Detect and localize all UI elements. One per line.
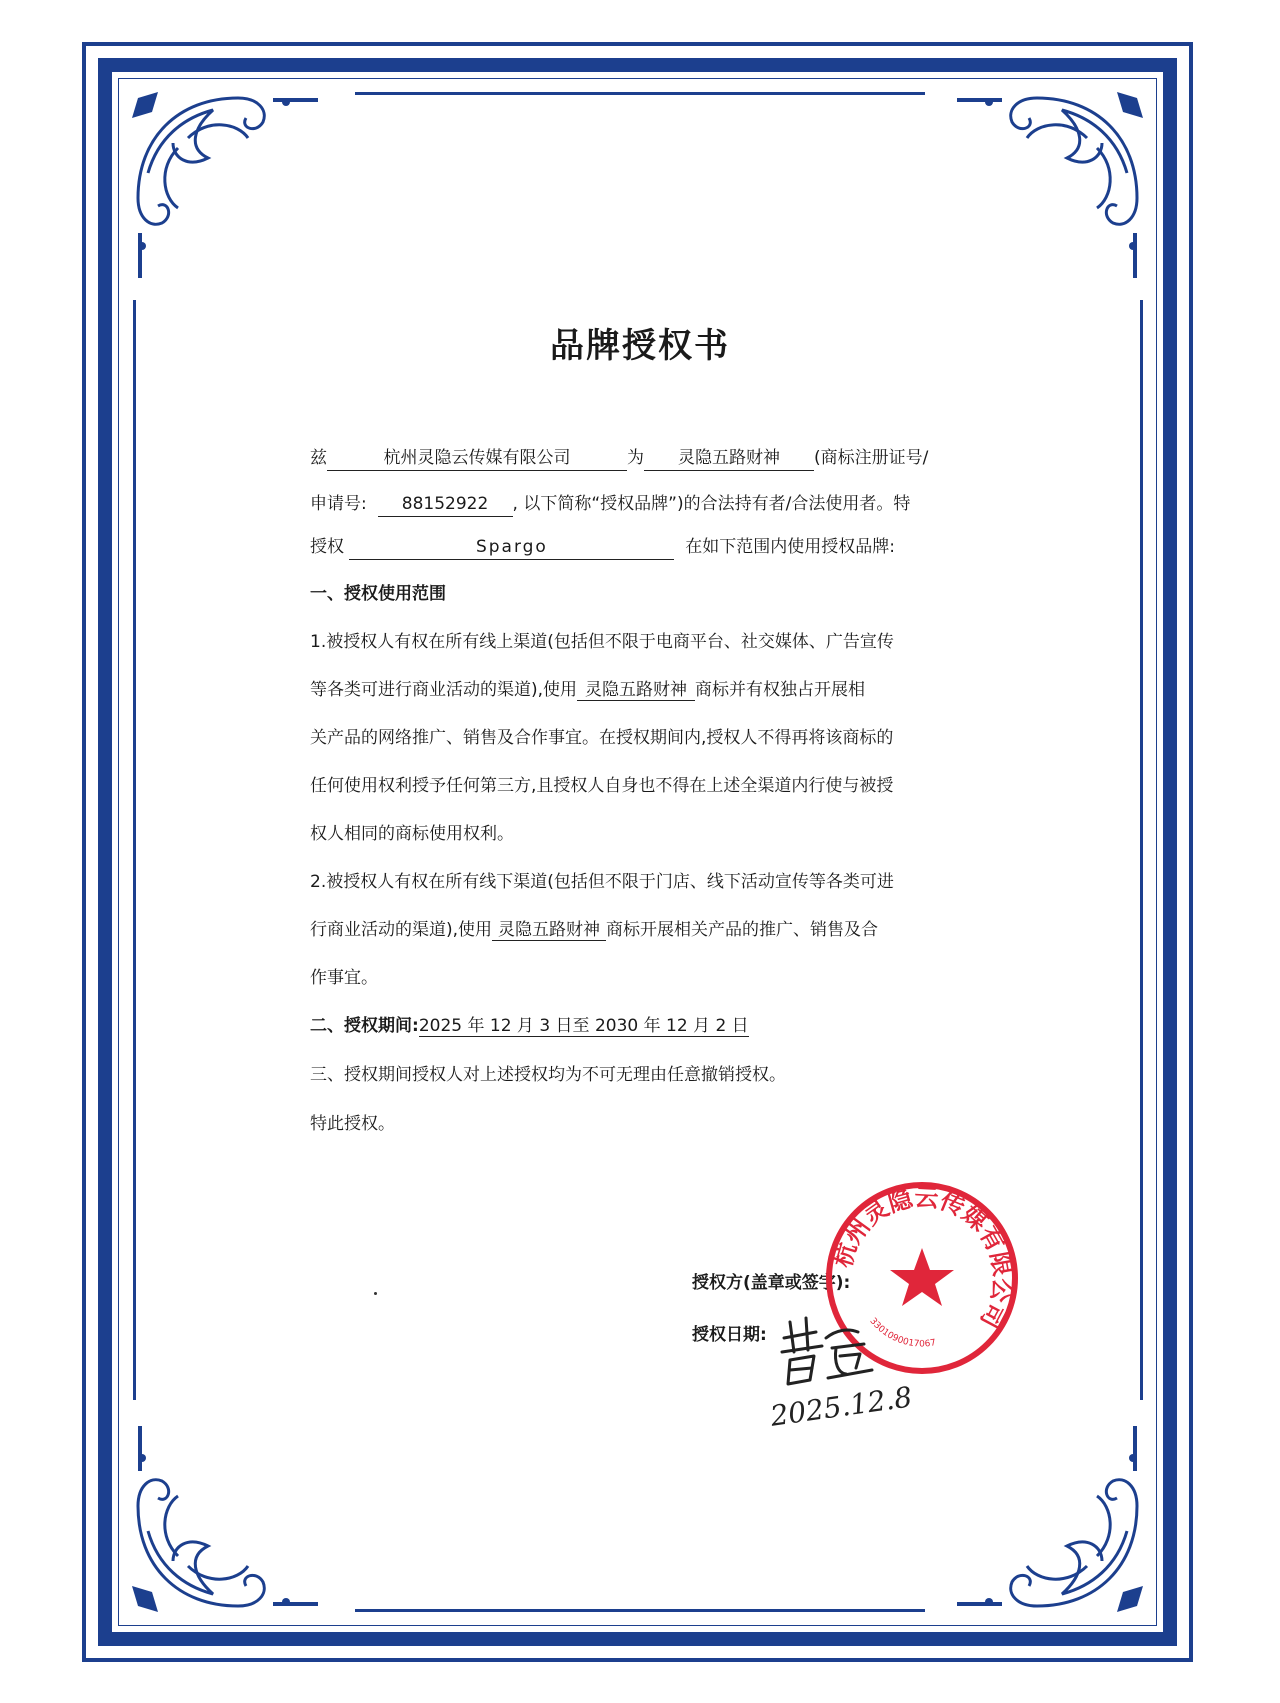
seal-star-icon — [890, 1248, 954, 1306]
section2 — [310, 1014, 749, 1038]
licensee-name: Spargo — [349, 535, 674, 560]
handwritten-date: 2025.12.8 — [768, 1380, 915, 1433]
s1-line-2-b: 商标并有权独占开展相 — [695, 680, 866, 700]
s1-p2-line-3: 作事宜。 — [310, 968, 378, 988]
top-rule — [355, 92, 925, 95]
abbr-text: , 以下简称“授权品牌”)的合法持有者/合法使用者。特 — [512, 494, 911, 514]
authorization-date-label: 授权日期: — [692, 1325, 767, 1345]
stray-dot — [374, 1292, 377, 1295]
for-label: 为 — [627, 448, 644, 468]
section1-heading: 一、授权使用范围 — [310, 584, 446, 604]
left-rule — [133, 300, 136, 1400]
bottom-rule — [355, 1609, 925, 1612]
s1-line-2-a: 等各类可进行商业活动的渠道),使用 — [310, 680, 578, 700]
s1-line-1: 1.被授权人有权在所有线上渠道(包括但不限于电商平台、社交媒体、广告宣传 — [310, 632, 894, 652]
s1-p2-line-2-b: 商标开展相关产品的推广、销售及合 — [606, 920, 879, 940]
s1-p2-brand: 灵隐五路财神 — [492, 920, 606, 941]
s1-p2-line-2 — [310, 918, 878, 942]
s1-line-4: 任何使用权利授予任何第三方,且授权人自身也不得在上述全渠道内行使与被授 — [310, 776, 894, 796]
handwritten-signature — [776, 1308, 886, 1398]
section3: 三、授权期间授权人对上述授权均为不可无理由任意撤销授权。 — [310, 1065, 786, 1085]
brand-name: 灵隐五路财神 — [644, 446, 814, 471]
intro-line-1 — [310, 446, 928, 471]
document-title: 品牌授权书 — [550, 326, 730, 366]
reg-label-1: (商标注册证号/ — [814, 448, 929, 468]
closing-text: 特此授权。 — [310, 1114, 395, 1134]
s1-p2-line-1: 2.被授权人有权在所有线下渠道(包括但不限于门店、线下活动宣传等各类可进 — [310, 872, 894, 892]
s1-line-5: 权人相同的商标使用权利。 — [310, 824, 514, 844]
intro-line-3 — [310, 535, 895, 560]
corner-ornament-top-right — [957, 78, 1157, 278]
licensor-signature-label: 授权方(盖章或签字): — [692, 1273, 851, 1293]
s1-line-3: 关产品的网络推广、销售及合作事宜。在授权期间内,授权人不得再将该商标的 — [310, 728, 894, 748]
seal-text: 杭州灵隐云传媒有限公司 — [828, 1183, 1017, 1333]
scope-text: 在如下范围内使用授权品牌: — [685, 537, 895, 557]
reg-number: 88152922 — [378, 492, 513, 517]
corner-ornament-bottom-left — [118, 1426, 318, 1626]
right-rule — [1140, 300, 1143, 1400]
corner-ornament-bottom-right — [957, 1426, 1157, 1626]
intro-prefix: 兹 — [310, 448, 327, 468]
intro-line-2 — [310, 492, 910, 517]
s1-p2-line-2-a: 行商业活动的渠道),使用 — [310, 920, 493, 940]
reg-label-2: 申请号: — [310, 494, 367, 514]
frame-hairline — [118, 78, 1157, 1626]
licensor-name: 杭州灵隐云传媒有限公司 — [327, 446, 627, 471]
corner-ornament-top-left — [118, 78, 318, 278]
s1-brand: 灵隐五路财神 — [577, 680, 695, 701]
s1-line-2 — [310, 678, 865, 702]
grant-label: 授权 — [310, 537, 344, 557]
seal-number: 3301090017067 — [867, 1316, 937, 1350]
section2-heading: 二、授权期间: — [310, 1016, 419, 1036]
section2-period: 2025 年 12 月 3 日至 2030 年 12 月 2 日 — [418, 1016, 749, 1036]
